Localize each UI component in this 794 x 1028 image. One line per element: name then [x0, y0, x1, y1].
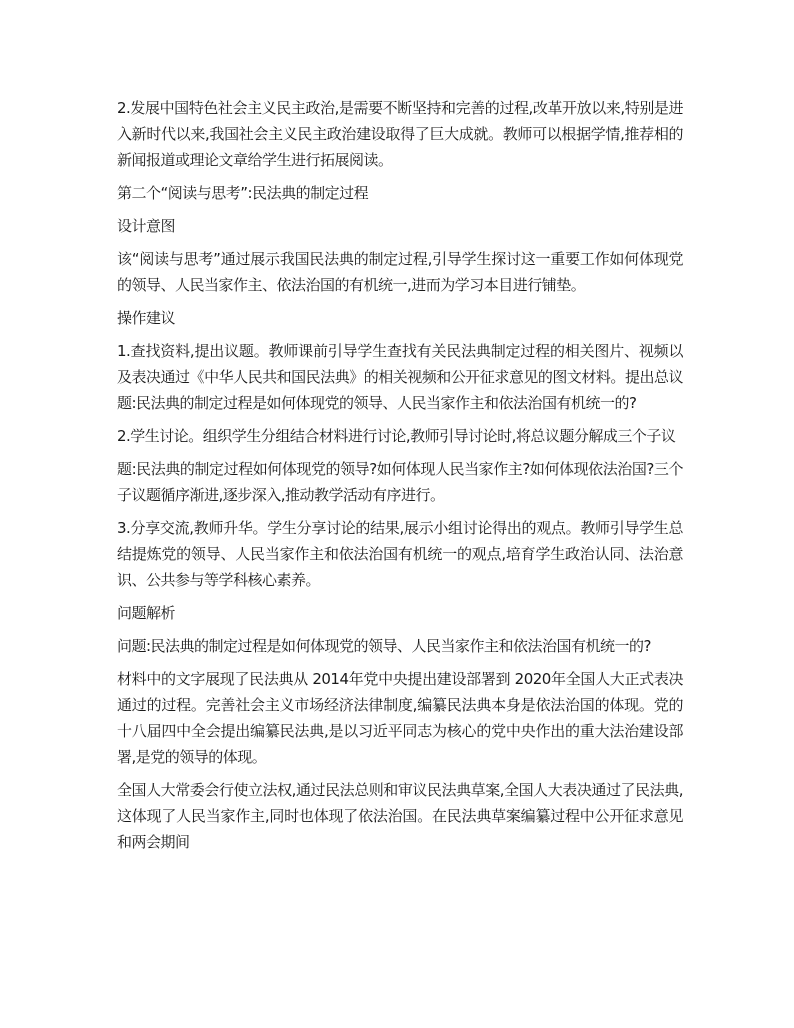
- subheading-design-intent: 设计意图: [117, 217, 176, 235]
- document-body: [117, 95, 683, 855]
- section-heading-reading-thinking: 第二个“阅读与思考”:民法典的制定过程: [117, 184, 369, 202]
- paragraph-step-2-continued: 题:民法典的制定过程如何体现党的领导?如何体现人民当家作主?如何体现依法治国?三个子议题循序渐进,逐步深入,推动教学活动有序进行。: [117, 460, 683, 504]
- paragraph-democracy-note: 2.发展中国特色社会主义民主政治,是需要不断坚持和完善的过程,改革开放以来,特别是进入新时代以来,我国社会主义民主政治建设取得了巨大成就。教师可以根据学情,推荐相的新闻报道或理论文章给学生进行拓展阅读。: [117, 99, 683, 169]
- paragraph-question: 问题:民法典的制定过程是如何体现党的领导、人民当家作主和依法治国有机统一的?: [117, 637, 652, 655]
- paragraph-step-1: 1.查找资料,提出议题。教师课前引导学生查找有关民法典制定过程的相关图片、视频以及表决通过《中华人民共和国民法典》的相关视频和公开征求意见的图文材料。提出总议题:民法典的制定过程是如何体现党的领导、人民当家作主和依法治国有机统一的?: [117, 342, 683, 412]
- paragraph-step-3: 3.分享交流,教师升华。学生分享讨论的结果,展示小组讨论得出的观点。教师引导学生总结提炼党的领导、人民当家作主和依法治国有机统一的观点,培育学生政治认同、法治意识、公共参与等学科核心素养。: [117, 519, 683, 589]
- subheading-problem-analysis: 问题解析: [117, 604, 176, 622]
- paragraph-analysis-2: 全国人大常委会行使立法权,通过民法总则和审议民法典草案,全国人大表决通过了民法典,这体现了人民当家作主,同时也体现了依法治国。在民法典草案编纂过程中公开征求意见和两会期间: [117, 781, 683, 851]
- paragraph-analysis-1: 材料中的文字展现了民法典从 2014年党中央提出建设部署到 2020年全国人大正式表决通过的过程。完善社会主义市场经济法律制度,编纂民法典本身是依法治国的体现。党的十八届四中全会提出编纂民法典,是以习近平同志为核心的党中央作出的重大法治建设部署,是党的领导的体现。: [117, 670, 683, 766]
- paragraph-design-intent: 该“阅读与思考”通过展示我国民法典的制定过程,引导学生探讨这一重要工作如何体现党的领导、人民当家作主、依法治国的有机统一,进而为学习本目进行铺垫。: [117, 250, 683, 294]
- paragraph-step-2: 2.学生讨论。组织学生分组结合材料进行讨论,教师引导讨论时,将总议题分解成三个子议: [117, 427, 676, 445]
- subheading-operation-suggestions: 操作建议: [117, 309, 176, 327]
